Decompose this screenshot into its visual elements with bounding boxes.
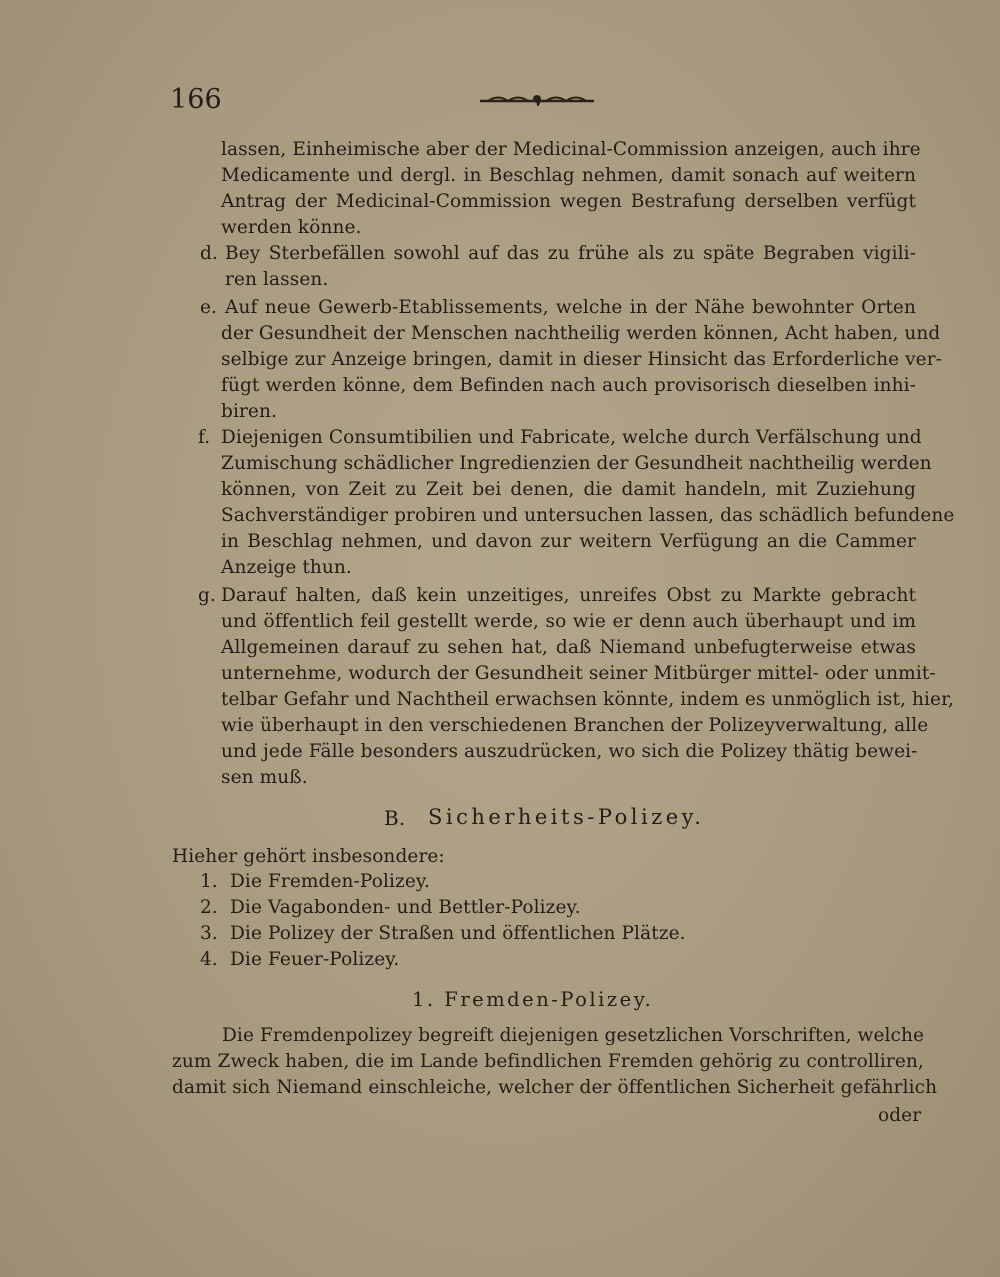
list-item: Die Fremden-Polizey. — [230, 871, 430, 892]
item-e-line: fügt werden könne, dem Befinden nach auch provisorisch dieselben inhi- — [221, 375, 916, 396]
item-e-line: Auf neue Gewerb-Etablissements, welche in der Nähe bewohnter Orten — [225, 297, 916, 318]
paragraph-line: zum Zweck haben, die im Lande befindlichen Fremden gehörig zu controlliren, — [172, 1051, 924, 1072]
list-item: Die Feuer-Polizey. — [230, 949, 400, 970]
item-c-line: Antrag der Medicinal-Commission wegen Bestrafung derselben verfügt — [221, 191, 916, 212]
item-g-line: Darauf halten, daß kein unzeitiges, unreifes Obst zu Markte gebracht — [221, 585, 916, 606]
item-f-line: in Beschlag nehmen, und davon zur weitern Verfügung an die Cammer — [221, 531, 916, 552]
list-item: Die Vagabonden- und Bettler-Polizey. — [230, 897, 581, 918]
item-g-line: wie überhaupt in den verschiedenen Branchen der Polizeyverwaltung, alle — [221, 715, 929, 736]
item-g-line: sen muß. — [221, 767, 308, 788]
item-e-line: der Gesundheit der Menschen nachtheilig werden können, Acht haben, und — [221, 323, 941, 344]
item-e-line: biren. — [221, 401, 277, 422]
list-item: Die Polizey der Straßen und öffentlichen Plätze. — [230, 923, 686, 944]
item-g-marker: g. — [198, 585, 216, 606]
page-number: 166 — [170, 84, 222, 115]
item-f-line: können, von Zeit zu Zeit bei denen, die damit handeln, mit Zuziehung — [221, 479, 916, 500]
item-e-line: selbige zur Anzeige bringen, damit in dieser Hinsicht das Erforderliche ver- — [221, 349, 943, 370]
item-f-line: Diejenigen Consumtibilien und Fabricate, welche durch Verfälschung und — [221, 427, 922, 448]
section-b-title: Sicherheits-Polizey. — [428, 805, 705, 829]
paragraph-line: damit sich Niemand einschleiche, welcher der öffentlichen Sicherheit gefährlich — [172, 1077, 938, 1098]
item-f-marker: f. — [198, 427, 211, 448]
header-ornament — [478, 92, 596, 106]
item-g-line: und öffentlich feil gestellt werde, so wie er denn auch überhaupt und im — [221, 611, 916, 632]
item-g-line: telbar Gefahr und Nachtheil erwachsen könnte, indem es unmöglich ist, hier, — [221, 689, 954, 710]
list-number: 3. — [200, 923, 218, 944]
subheading: 1. Fremden-Polizey. — [412, 988, 654, 1011]
item-e-marker: e. — [200, 297, 217, 318]
item-c-line: Medicamente und dergl. in Beschlag nehmen, damit sonach auf weitern — [221, 165, 916, 186]
item-f-line: Anzeige thun. — [221, 557, 352, 578]
item-g-line: und jede Fälle besonders auszudrücken, wo sich die Polizey thätig bewei- — [221, 741, 918, 762]
item-c-line: lassen, Einheimische aber der Medicinal-Commission anzeigen, auch ihre — [221, 139, 921, 160]
item-c-line: werden könne. — [221, 217, 362, 238]
catchword: oder — [878, 1105, 922, 1126]
section-b-marker: B. — [384, 806, 406, 830]
item-d-line: Bey Sterbefällen sowohl auf das zu frühe als zu späte Begraben vigili- — [225, 243, 916, 264]
item-g-line: unternehme, wodurch der Gesundheit seiner Mitbürger mittel- oder unmit- — [221, 663, 936, 684]
list-number: 1. — [200, 871, 218, 892]
item-f-line: Sachverständiger probiren und untersuchen lassen, das schädlich befundene — [221, 505, 955, 526]
item-g-line: Allgemeinen darauf zu sehen hat, daß Niemand unbefugterweise etwas — [221, 637, 916, 658]
list-number: 2. — [200, 897, 218, 918]
paragraph-line: Die Fremdenpolizey begreift diejenigen gesetzlichen Vorschriften, welche — [222, 1025, 925, 1046]
list-number: 4. — [200, 949, 218, 970]
item-d-marker: d. — [200, 243, 218, 264]
intro-line: Hieher gehört insbesondere: — [172, 846, 445, 867]
item-d-line: ren lassen. — [225, 269, 329, 290]
item-f-line: Zumischung schädlicher Ingredienzien der Gesundheit nachtheilig werden — [221, 453, 932, 474]
